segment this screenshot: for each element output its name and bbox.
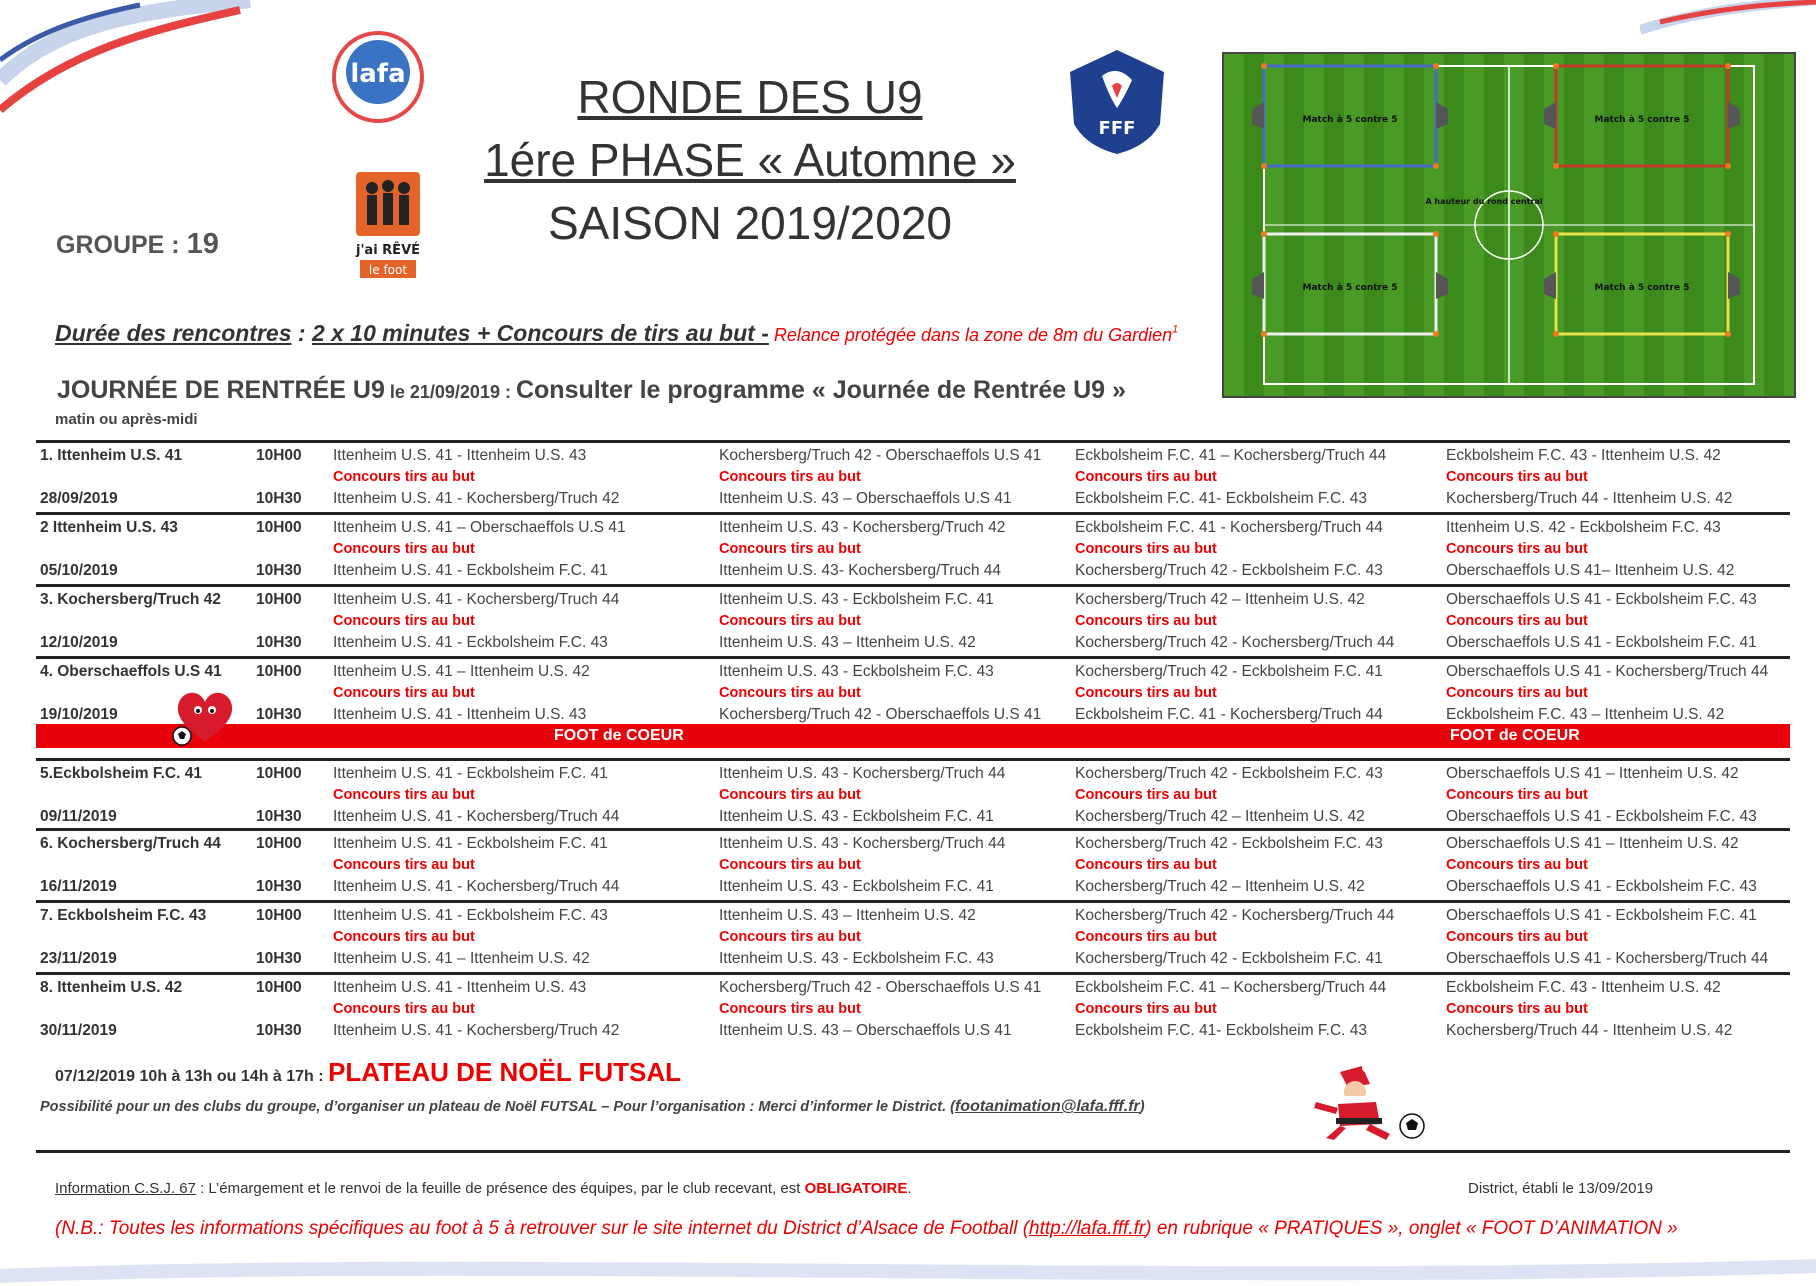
concours-tirs-au-but: Concours tirs au but — [1075, 613, 1217, 629]
match-second: Eckbolsheim F.C. 41 - Kochersberg/Truch 44 — [1075, 706, 1383, 723]
jai-reve-le-foot-logo — [354, 170, 422, 280]
title-line-3: SAISON 2019/2020 — [547, 197, 953, 249]
nb-note — [55, 1218, 1678, 1240]
concours-tirs-au-but: Concours tirs au but — [1075, 1001, 1217, 1017]
noel-line — [55, 1057, 681, 1088]
match-first: Eckbolsheim F.C. 41 - Kochersberg/Truch 44 — [1075, 519, 1383, 536]
schedule-block — [36, 972, 1790, 1047]
match-first: Ittenheim U.S. 43 - Kochersberg/Truch 44 — [719, 765, 1006, 782]
time-slot-2: 10H30 — [256, 562, 302, 579]
time-slot-1: 10H00 — [256, 979, 302, 996]
match-second: Kochersberg/Truch 42 - Kochersberg/Truch 44 — [1075, 634, 1395, 651]
match-second: Oberschaeffols U.S 41 - Eckbolsheim F.C. 43 — [1446, 878, 1757, 895]
time-slot-2: 10H30 — [256, 808, 302, 825]
journee-programme: Consulter le programme « Journée de Rentrée U9 » — [515, 376, 1126, 404]
match-second: Eckbolsheim F.C. 43 – Ittenheim U.S. 42 — [1446, 706, 1725, 723]
concours-tirs-au-but: Concours tirs au but — [719, 541, 861, 557]
relance-text: Relance protégée dans la zone de 8m du Gardien — [768, 325, 1173, 345]
concours-tirs-au-but: Concours tirs au but — [333, 613, 475, 629]
schedule-block — [36, 758, 1790, 831]
foot-de-coeur-left: FOOT de COEUR — [554, 727, 684, 744]
decorative-swoosh-left — [0, 0, 260, 150]
match-second: Kochersberg/Truch 42 - Eckbolsheim F.C. 43 — [1075, 562, 1383, 579]
field-label-center: A hauteur du rond central — [1425, 197, 1543, 206]
match-first: Ittenheim U.S. 41 – Ittenheim U.S. 42 — [333, 663, 590, 680]
match-first: Ittenheim U.S. 41 – Oberschaeffols U.S 41 — [333, 519, 626, 536]
match-second: Ittenheim U.S. 43 – Oberschaeffols U.S 41 — [719, 490, 1012, 507]
match-first: Oberschaeffols U.S 41 - Kochersberg/Truch 44 — [1446, 663, 1769, 680]
field-label-bottom-left: Match à 5 contre 5 — [1302, 283, 1398, 293]
groupe-label — [56, 228, 219, 261]
concours-tirs-au-but: Concours tirs au but — [333, 469, 475, 485]
match-second: Kochersberg/Truch 44 - Ittenheim U.S. 42 — [1446, 490, 1733, 507]
nb-text-2: ) en rubrique « PRATIQUES », onglet « FOOT D’ANIMATION » — [1145, 1218, 1678, 1239]
match-first: Eckbolsheim F.C. 41 – Kochersberg/Truch 44 — [1075, 979, 1387, 996]
nb-text-1: (N.B.: Toutes les informations spécifiques au foot à 5 à retrouver sur le site internet du District d’Alsace de Football ( — [55, 1218, 1030, 1239]
club-host: 8. Ittenheim U.S. 42 — [40, 979, 183, 996]
noel-date: 07/12/2019 10h à 13h ou 14h à 17h — [55, 1068, 314, 1085]
match-second: Oberschaeffols U.S 41 - Eckbolsheim F.C. 41 — [1446, 634, 1757, 651]
match-first: Eckbolsheim F.C. 43 - Ittenheim U.S. 42 — [1446, 447, 1721, 464]
time-slot-2: 10H30 — [256, 634, 302, 651]
match-second: Oberschaeffols U.S 41 - Kochersberg/Truch 44 — [1446, 950, 1769, 967]
match-first: Kochersberg/Truch 42 - Eckbolsheim F.C. 43 — [1075, 765, 1383, 782]
match-date: 05/10/2019 — [40, 562, 118, 579]
groupe-number: 19 — [186, 228, 219, 260]
duree-value: 2 x 10 minutes + Concours de tirs au but - — [311, 320, 769, 346]
schedule-block — [36, 584, 1790, 659]
time-slot-2: 10H30 — [256, 490, 302, 507]
possibilite-note — [40, 1098, 1145, 1116]
match-second: Ittenheim U.S. 43 - Eckbolsheim F.C. 41 — [719, 808, 994, 825]
concours-tirs-au-but: Concours tirs au but — [719, 613, 861, 629]
concours-tirs-au-but: Concours tirs au but — [333, 541, 475, 557]
match-second: Eckbolsheim F.C. 41- Eckbolsheim F.C. 43 — [1075, 1022, 1368, 1039]
match-date: 16/11/2019 — [40, 878, 117, 895]
time-slot-1: 10H00 — [256, 519, 302, 536]
decorative-swoosh-bottom — [0, 1256, 1816, 1286]
match-first: Ittenheim U.S. 43 - Kochersberg/Truch 42 — [719, 519, 1006, 536]
relance-footnote: 1 — [1172, 323, 1179, 336]
concours-tirs-au-but: Concours tirs au but — [1446, 469, 1588, 485]
possibilite-text: Possibilité pour un des clubs du groupe, d’organiser un plateau de Noël FUTSAL – Pour l’organisation : Merci d’informer le District. ( — [40, 1099, 955, 1115]
time-slot-2: 10H30 — [256, 706, 302, 723]
match-first: Ittenheim U.S. 43 - Kochersberg/Truch 44 — [719, 835, 1006, 852]
lafa-logo-text: lafa — [350, 59, 406, 89]
match-second: Ittenheim U.S. 41 - Eckbolsheim F.C. 41 — [333, 562, 608, 579]
match-second: Oberschaeffols U.S 41 - Eckbolsheim F.C. 43 — [1446, 808, 1757, 825]
journee-line — [57, 376, 1126, 405]
schedule-block — [36, 656, 1790, 727]
match-second: Ittenheim U.S. 41 - Eckbolsheim F.C. 43 — [333, 634, 608, 651]
concours-tirs-au-but: Concours tirs au but — [719, 469, 861, 485]
schedule-block — [36, 512, 1790, 587]
match-second: Ittenheim U.S. 41 - Kochersberg/Truch 44 — [333, 878, 620, 895]
concours-tirs-au-but: Concours tirs au but — [333, 685, 475, 701]
time-slot-1: 10H00 — [256, 591, 302, 608]
concours-tirs-au-but: Concours tirs au but — [719, 1001, 861, 1017]
match-second: Kochersberg/Truch 44 - Ittenheim U.S. 42 — [1446, 1022, 1733, 1039]
match-first: Oberschaeffols U.S 41 – Ittenheim U.S. 42 — [1446, 835, 1739, 852]
concours-tirs-au-but: Concours tirs au but — [719, 787, 861, 803]
concours-tirs-au-but: Concours tirs au but — [1075, 469, 1217, 485]
journee-date: le 21/09/2019 : — [384, 382, 516, 402]
match-date: 30/11/2019 — [40, 1022, 117, 1039]
schedule-block — [36, 900, 1790, 975]
match-second: Ittenheim U.S. 43 – Oberschaeffols U.S 41 — [719, 1022, 1012, 1039]
heart-mascot-icon — [170, 684, 240, 748]
duree-line — [55, 320, 1178, 347]
schedule-block — [36, 828, 1790, 903]
concours-tirs-au-but: Concours tirs au but — [1446, 929, 1588, 945]
groupe-label-text: GROUPE : — [56, 231, 180, 259]
match-first: Ittenheim U.S. 43 - Eckbolsheim F.C. 41 — [719, 591, 994, 608]
concours-tirs-au-but: Concours tirs au but — [1446, 787, 1588, 803]
club-host: 6. Kochersberg/Truch 44 — [40, 835, 221, 852]
time-slot-1: 10H00 — [256, 663, 302, 680]
foot-de-coeur-bar — [36, 724, 1790, 748]
field-diagram — [1222, 52, 1796, 398]
concours-tirs-au-but: Concours tirs au but — [333, 1001, 475, 1017]
time-slot-2: 10H30 — [256, 878, 302, 895]
match-first: Ittenheim U.S. 43 - Eckbolsheim F.C. 43 — [719, 663, 994, 680]
match-first: Ittenheim U.S. 41 - Eckbolsheim F.C. 41 — [333, 835, 608, 852]
match-first: Eckbolsheim F.C. 43 - Ittenheim U.S. 42 — [1446, 979, 1721, 996]
santa-football-icon — [1300, 1062, 1430, 1142]
match-first: Ittenheim U.S. 42 - Eckbolsheim F.C. 43 — [1446, 519, 1721, 536]
noel-colon: : — [313, 1068, 324, 1085]
match-first: Kochersberg/Truch 42 - Oberschaeffols U.S 41 — [719, 447, 1042, 464]
match-first: Kochersberg/Truch 42 - Eckbolsheim F.C. 41 — [1075, 663, 1383, 680]
time-slot-2: 10H30 — [256, 1022, 302, 1039]
concours-tirs-au-but: Concours tirs au but — [719, 857, 861, 873]
matin-note: matin ou après-midi — [55, 411, 198, 428]
time-slot-2: 10H30 — [256, 950, 302, 967]
match-second: Ittenheim U.S. 43 – Ittenheim U.S. 42 — [719, 634, 976, 651]
noel-title: PLATEAU DE NOËL FUTSAL — [328, 1057, 681, 1087]
field-label-top-right: Match à 5 contre 5 — [1594, 115, 1690, 125]
foot-de-coeur-right: FOOT de COEUR — [1450, 727, 1580, 744]
concours-tirs-au-but: Concours tirs au but — [333, 929, 475, 945]
concours-tirs-au-but: Concours tirs au but — [1446, 613, 1588, 629]
match-second: Ittenheim U.S. 41 – Ittenheim U.S. 42 — [333, 950, 590, 967]
concours-tirs-au-but: Concours tirs au but — [1075, 541, 1217, 557]
lafa-website-link[interactable]: http://lafa.fff.fr — [1029, 1218, 1146, 1239]
bottom-divider — [36, 1150, 1790, 1153]
time-slot-1: 10H00 — [256, 447, 302, 464]
jai-reve-text: j'ai RÊVÉ — [355, 243, 421, 258]
match-date: 28/09/2019 — [40, 490, 118, 507]
concours-tirs-au-but: Concours tirs au but — [1075, 787, 1217, 803]
concours-tirs-au-but: Concours tirs au but — [333, 787, 475, 803]
match-second: Ittenheim U.S. 43 - Eckbolsheim F.C. 43 — [719, 950, 994, 967]
possibilite-close: ) — [1139, 1099, 1145, 1115]
info-text: : L’émargement et le renvoi de la feuille de présence des équipes, par le club recevant, est — [195, 1180, 805, 1197]
match-date: 09/11/2019 — [40, 808, 117, 825]
club-host: 4. Oberschaeffols U.S 41 — [40, 663, 222, 680]
time-slot-1: 10H00 — [256, 835, 302, 852]
match-first: Oberschaeffols U.S 41 - Eckbolsheim F.C. 41 — [1446, 907, 1757, 924]
match-second: Ittenheim U.S. 41 - Kochersberg/Truch 42 — [333, 1022, 620, 1039]
time-slot-1: 10H00 — [256, 907, 302, 924]
match-second: Eckbolsheim F.C. 41- Eckbolsheim F.C. 43 — [1075, 490, 1368, 507]
match-date: 23/11/2019 — [40, 950, 117, 967]
duree-sep: : — [291, 320, 312, 346]
title-line-2: 1ére PHASE « Automne » — [484, 134, 1016, 186]
title-line-1: RONDE DES U9 — [577, 71, 923, 123]
duree-label: Durée des rencontres — [55, 320, 292, 346]
field-label-top-left: Match à 5 contre 5 — [1302, 115, 1398, 125]
match-date: 19/10/2019 — [40, 706, 118, 723]
club-host: 7. Eckbolsheim F.C. 43 — [40, 907, 207, 924]
concours-tirs-au-but: Concours tirs au but — [1446, 857, 1588, 873]
fff-logo-text: FFF — [1098, 118, 1136, 139]
concours-tirs-au-but: Concours tirs au but — [1075, 929, 1217, 945]
footanimation-email-link[interactable]: footanimation@lafa.fff.fr — [954, 1098, 1140, 1115]
match-second: Kochersberg/Truch 42 – Ittenheim U.S. 42 — [1075, 878, 1365, 895]
match-second: Kochersberg/Truch 42 - Oberschaeffols U.S 41 — [719, 706, 1042, 723]
match-first: Ittenheim U.S. 41 - Ittenheim U.S. 43 — [333, 979, 587, 996]
info-csj — [55, 1180, 912, 1197]
fff-logo — [1064, 46, 1170, 158]
match-second: Ittenheim U.S. 41 - Kochersberg/Truch 42 — [333, 490, 620, 507]
concours-tirs-au-but: Concours tirs au but — [719, 929, 861, 945]
club-host: 5.Eckbolsheim F.C. 41 — [40, 765, 202, 782]
match-first: Kochersberg/Truch 42 - Eckbolsheim F.C. 43 — [1075, 835, 1383, 852]
match-first: Ittenheim U.S. 41 - Eckbolsheim F.C. 41 — [333, 765, 608, 782]
match-first: Oberschaeffols U.S 41 - Eckbolsheim F.C. 43 — [1446, 591, 1757, 608]
match-first: Oberschaeffols U.S 41 – Ittenheim U.S. 42 — [1446, 765, 1739, 782]
schedule-block — [36, 440, 1790, 515]
decorative-swoosh-right — [1640, 0, 1816, 40]
match-second: Kochersberg/Truch 42 - Eckbolsheim F.C. 41 — [1075, 950, 1383, 967]
info-dot: . — [907, 1180, 912, 1197]
match-second: Kochersberg/Truch 42 – Ittenheim U.S. 42 — [1075, 808, 1365, 825]
concours-tirs-au-but: Concours tirs au but — [1075, 857, 1217, 873]
match-first: Ittenheim U.S. 41 - Ittenheim U.S. 43 — [333, 447, 587, 464]
concours-tirs-au-but: Concours tirs au but — [1446, 1001, 1588, 1017]
district-date: District, établi le 13/09/2019 — [1468, 1180, 1654, 1197]
match-first: Kochersberg/Truch 42 - Kochersberg/Truch 44 — [1075, 907, 1395, 924]
match-first: Ittenheim U.S. 41 - Kochersberg/Truch 44 — [333, 591, 620, 608]
match-first: Kochersberg/Truch 42 – Ittenheim U.S. 42 — [1075, 591, 1365, 608]
concours-tirs-au-but: Concours tirs au but — [1075, 685, 1217, 701]
match-first: Kochersberg/Truch 42 - Oberschaeffols U.S 41 — [719, 979, 1042, 996]
concours-tirs-au-but: Concours tirs au but — [719, 685, 861, 701]
match-second: Oberschaeffols U.S 41– Ittenheim U.S. 42 — [1446, 562, 1735, 579]
info-label: Information C.S.J. 67 — [55, 1180, 196, 1197]
le-foot-text: le foot — [368, 263, 408, 277]
match-first: Ittenheim U.S. 41 - Eckbolsheim F.C. 43 — [333, 907, 608, 924]
club-host: 3. Kochersberg/Truch 42 — [40, 591, 221, 608]
concours-tirs-au-but: Concours tirs au but — [333, 857, 475, 873]
journee-title: JOURNÉE DE RENTRÉE U9 — [57, 376, 385, 404]
field-label-bottom-right: Match à 5 contre 5 — [1594, 283, 1690, 293]
match-first: Ittenheim U.S. 43 – Ittenheim U.S. 42 — [719, 907, 976, 924]
lafa-logo — [328, 22, 428, 132]
match-second: Ittenheim U.S. 41 - Kochersberg/Truch 44 — [333, 808, 620, 825]
club-host: 2 Ittenheim U.S. 43 — [40, 519, 178, 536]
club-host: 1. Ittenheim U.S. 41 — [40, 447, 183, 464]
match-first: Eckbolsheim F.C. 41 – Kochersberg/Truch 44 — [1075, 447, 1387, 464]
concours-tirs-au-but: Concours tirs au but — [1446, 541, 1588, 557]
info-obligatoire: OBLIGATOIRE — [804, 1180, 908, 1197]
match-date: 12/10/2019 — [40, 634, 118, 651]
concours-tirs-au-but: Concours tirs au but — [1446, 685, 1588, 701]
match-second: Ittenheim U.S. 43 - Eckbolsheim F.C. 41 — [719, 878, 994, 895]
match-second: Ittenheim U.S. 43- Kochersberg/Truch 44 — [719, 562, 1002, 579]
time-slot-1: 10H00 — [256, 765, 302, 782]
match-second: Ittenheim U.S. 41 - Ittenheim U.S. 43 — [333, 706, 587, 723]
